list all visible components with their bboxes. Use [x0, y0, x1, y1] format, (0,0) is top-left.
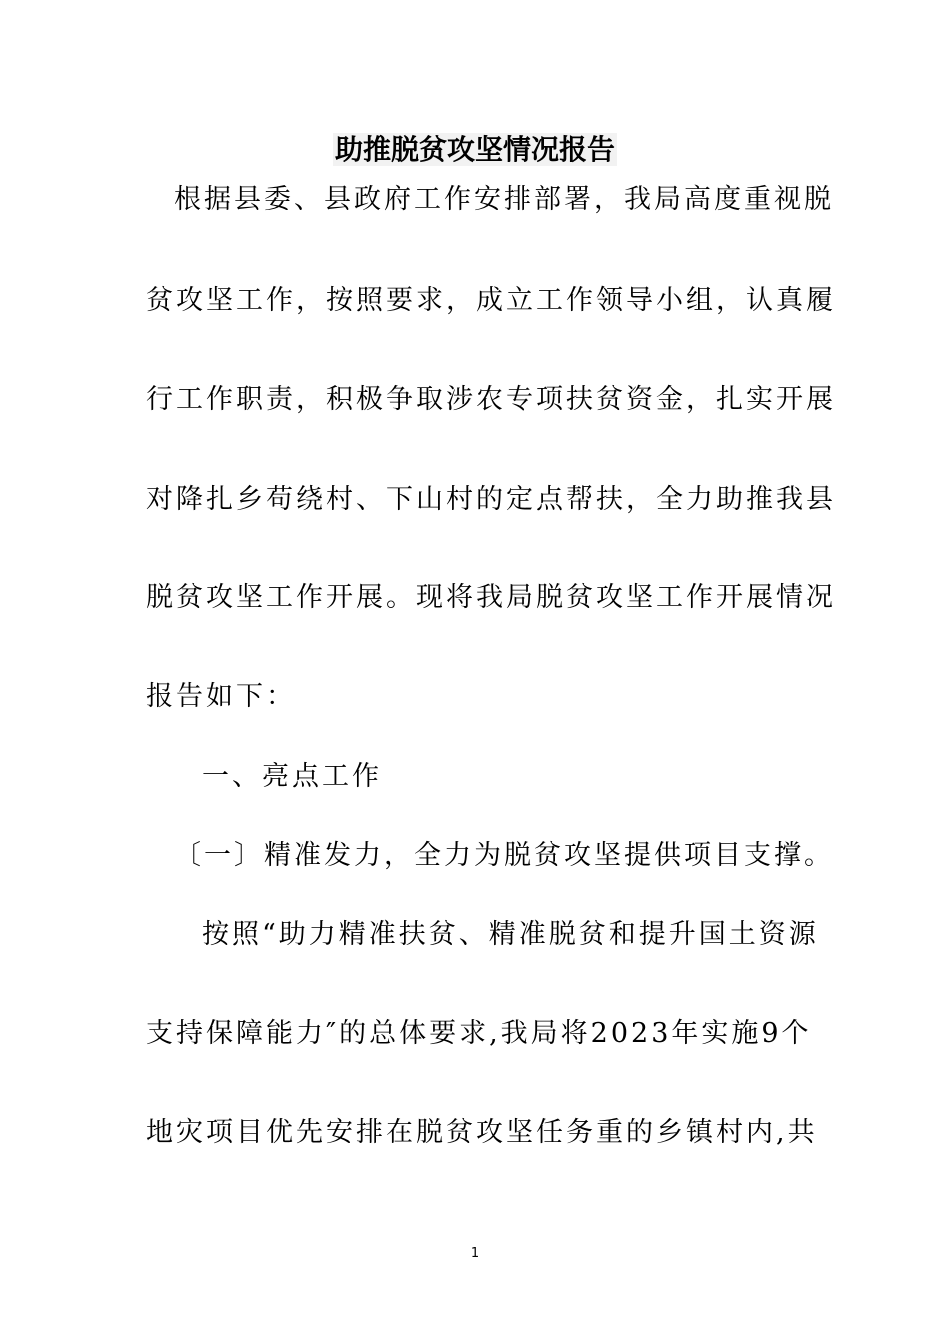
- paragraph-line-4: 对降扎乡苟绕村、下山村的定点帮扶，全力助推我县: [146, 484, 836, 515]
- document-title-text: 助推脱贫攻坚情况报告: [334, 133, 615, 166]
- paragraph-line-3: 行工作职责，积极争取涉农专项扶贫资金，扎实开展: [146, 384, 836, 415]
- paragraph-line-9: 地灾项目优先安排在脱贫攻坚任务重的乡镇村内,共: [146, 1117, 818, 1148]
- document-title: [0, 130, 950, 170]
- paragraph-line-8: 支持保障能力″的总体要求,我局将2023年实施9个: [146, 1018, 812, 1049]
- paragraph-line-5: 脱贫攻坚工作开展。现将我局脱贫攻坚工作开展情况: [146, 582, 836, 613]
- section-heading: 一、亮点工作: [202, 761, 382, 792]
- paragraph-line-7: 按照“助力精准扶贫、精准脱贫和提升国土资源: [202, 919, 819, 950]
- paragraph-line-6: 报告如下：: [146, 681, 296, 712]
- paragraph-line-2: 贫攻坚工作，按照要求，成立工作领导小组，认真履: [146, 285, 836, 316]
- page-number: 1: [470, 1246, 480, 1261]
- subsection-heading: 〔一〕精准发力，全力为脱贫攻坚提供项目支撑。: [174, 840, 834, 871]
- paragraph-line-1: 根据县委、县政府工作安排部署，我局高度重视脱: [174, 184, 834, 215]
